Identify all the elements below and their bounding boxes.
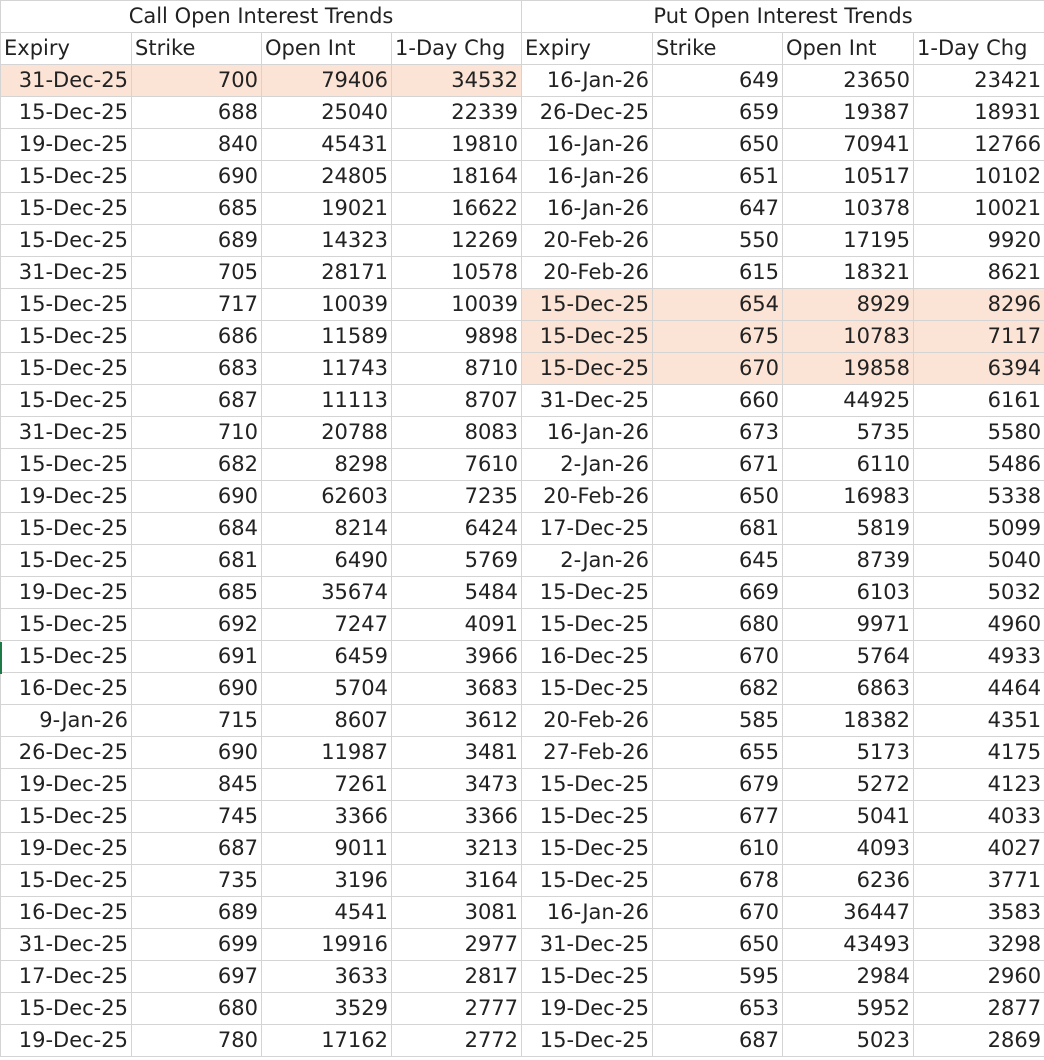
put-open-int-cell[interactable]: 5173: [783, 737, 914, 769]
put-strike-cell[interactable]: 654: [653, 289, 783, 321]
put-header-expiry[interactable]: Expiry: [522, 33, 653, 65]
put-expiry-cell[interactable]: 15-Dec-25: [522, 609, 653, 641]
call-1-day-chg-cell[interactable]: 7235: [392, 481, 522, 513]
call-expiry-cell[interactable]: 17-Dec-25: [1, 961, 132, 993]
call-expiry-cell[interactable]: 31-Dec-25: [1, 65, 132, 97]
call-strike-cell[interactable]: 717: [132, 289, 262, 321]
put-1-day-chg-cell[interactable]: 5338: [914, 481, 1044, 513]
put-1-day-chg-cell[interactable]: 4033: [914, 801, 1044, 833]
call-open-int-cell[interactable]: 4541: [262, 897, 392, 929]
call-open-int-cell[interactable]: 11987: [262, 737, 392, 769]
call-open-int-cell[interactable]: 14323: [262, 225, 392, 257]
put-strike-cell[interactable]: 670: [653, 353, 783, 385]
call-strike-cell[interactable]: 691: [132, 641, 262, 673]
table-row: [1, 65, 1044, 97]
call-1-day-chg-cell[interactable]: 3366: [392, 801, 522, 833]
call-expiry-cell[interactable]: 15-Dec-25: [1, 801, 132, 833]
call-open-int-cell[interactable]: 6459: [262, 641, 392, 673]
table-row: [1, 129, 1044, 161]
call-strike-cell[interactable]: 699: [132, 929, 262, 961]
put-1-day-chg-cell[interactable]: 5032: [914, 577, 1044, 609]
put-open-int-cell[interactable]: 9971: [783, 609, 914, 641]
call-open-int-cell[interactable]: 19916: [262, 929, 392, 961]
put-strike-cell[interactable]: 681: [653, 513, 783, 545]
call-1-day-chg-cell[interactable]: 34532: [392, 65, 522, 97]
put-1-day-chg-cell[interactable]: 5099: [914, 513, 1044, 545]
put-1-day-chg-cell[interactable]: 3298: [914, 929, 1044, 961]
call-header-1-day-chg[interactable]: 1-Day Chg: [392, 33, 522, 65]
call-strike-cell[interactable]: 685: [132, 577, 262, 609]
put-open-int-cell[interactable]: 6863: [783, 673, 914, 705]
put-strike-cell[interactable]: 679: [653, 769, 783, 801]
put-1-day-chg-cell[interactable]: 5040: [914, 545, 1044, 577]
call-strike-cell[interactable]: 684: [132, 513, 262, 545]
row-selection-marker: [0, 642, 2, 674]
call-strike-cell[interactable]: 690: [132, 673, 262, 705]
call-1-day-chg-cell[interactable]: 8083: [392, 417, 522, 449]
put-1-day-chg-cell[interactable]: 5486: [914, 449, 1044, 481]
put-strike-cell[interactable]: 650: [653, 481, 783, 513]
put-open-int-cell[interactable]: 10783: [783, 321, 914, 353]
call-open-int-cell[interactable]: 7261: [262, 769, 392, 801]
call-strike-cell[interactable]: 710: [132, 417, 262, 449]
call-1-day-chg-cell[interactable]: 16622: [392, 193, 522, 225]
put-open-int-cell[interactable]: 18321: [783, 257, 914, 289]
table-row: [1, 545, 1044, 577]
call-expiry-cell[interactable]: 15-Dec-25: [1, 513, 132, 545]
put-expiry-cell[interactable]: 15-Dec-25: [522, 289, 653, 321]
call-open-int-cell[interactable]: 35674: [262, 577, 392, 609]
call-1-day-chg-cell[interactable]: 3473: [392, 769, 522, 801]
call-1-day-chg-cell[interactable]: 3164: [392, 865, 522, 897]
call-open-int-cell[interactable]: 8298: [262, 449, 392, 481]
call-open-int-cell[interactable]: 11589: [262, 321, 392, 353]
put-open-int-cell[interactable]: 5272: [783, 769, 914, 801]
put-strike-cell[interactable]: 671: [653, 449, 783, 481]
put-1-day-chg-cell[interactable]: 2960: [914, 961, 1044, 993]
call-header-expiry[interactable]: Expiry: [1, 33, 132, 65]
table-row: [1, 257, 1044, 289]
call-strike-cell[interactable]: 688: [132, 97, 262, 129]
put-strike-cell[interactable]: 650: [653, 929, 783, 961]
call-strike-cell[interactable]: 745: [132, 801, 262, 833]
call-strike-cell[interactable]: 689: [132, 225, 262, 257]
call-1-day-chg-cell[interactable]: 10039: [392, 289, 522, 321]
call-expiry-cell[interactable]: 26-Dec-25: [1, 737, 132, 769]
call-strike-cell[interactable]: 780: [132, 1025, 262, 1057]
put-open-int-cell[interactable]: 23650: [783, 65, 914, 97]
call-expiry-cell[interactable]: 16-Dec-25: [1, 673, 132, 705]
put-1-day-chg-cell[interactable]: 8296: [914, 289, 1044, 321]
put-expiry-cell[interactable]: 19-Dec-25: [522, 993, 653, 1025]
put-title-cell[interactable]: Put Open Interest Trends: [522, 1, 1044, 33]
call-expiry-cell[interactable]: 9-Jan-26: [1, 705, 132, 737]
put-open-int-cell[interactable]: 5023: [783, 1025, 914, 1057]
put-1-day-chg-cell[interactable]: 3583: [914, 897, 1044, 929]
table-row: [1, 737, 1044, 769]
table-row: [1, 289, 1044, 321]
put-strike-cell[interactable]: 670: [653, 641, 783, 673]
put-expiry-cell[interactable]: 2-Jan-26: [522, 449, 653, 481]
put-open-int-cell[interactable]: 16983: [783, 481, 914, 513]
call-expiry-cell[interactable]: 31-Dec-25: [1, 257, 132, 289]
table-row: [1, 609, 1044, 641]
put-open-int-cell[interactable]: 5819: [783, 513, 914, 545]
call-strike-cell[interactable]: 692: [132, 609, 262, 641]
call-strike-cell[interactable]: 681: [132, 545, 262, 577]
call-expiry-cell[interactable]: 15-Dec-25: [1, 545, 132, 577]
put-1-day-chg-cell[interactable]: 6161: [914, 385, 1044, 417]
put-1-day-chg-cell[interactable]: 4027: [914, 833, 1044, 865]
call-1-day-chg-cell[interactable]: 3481: [392, 737, 522, 769]
call-expiry-cell[interactable]: 15-Dec-25: [1, 97, 132, 129]
put-expiry-cell[interactable]: 15-Dec-25: [522, 321, 653, 353]
put-open-int-cell[interactable]: 43493: [783, 929, 914, 961]
call-open-int-cell[interactable]: 17162: [262, 1025, 392, 1057]
put-1-day-chg-cell[interactable]: 2877: [914, 993, 1044, 1025]
call-1-day-chg-cell[interactable]: 19810: [392, 129, 522, 161]
call-open-int-cell[interactable]: 3196: [262, 865, 392, 897]
put-strike-cell[interactable]: 650: [653, 129, 783, 161]
put-1-day-chg-cell[interactable]: 4123: [914, 769, 1044, 801]
call-1-day-chg-cell[interactable]: 4091: [392, 609, 522, 641]
call-open-int-cell[interactable]: 10039: [262, 289, 392, 321]
table-row: [1, 673, 1044, 705]
call-expiry-cell[interactable]: 19-Dec-25: [1, 1025, 132, 1057]
put-open-int-cell[interactable]: 36447: [783, 897, 914, 929]
put-open-int-cell[interactable]: 2984: [783, 961, 914, 993]
put-1-day-chg-cell[interactable]: 4464: [914, 673, 1044, 705]
call-open-int-cell[interactable]: 8214: [262, 513, 392, 545]
put-expiry-cell[interactable]: 16-Dec-25: [522, 641, 653, 673]
call-expiry-cell[interactable]: 15-Dec-25: [1, 321, 132, 353]
table-row: [1, 385, 1044, 417]
put-strike-cell[interactable]: 660: [653, 385, 783, 417]
put-strike-cell[interactable]: 651: [653, 161, 783, 193]
put-expiry-cell[interactable]: 20-Feb-26: [522, 705, 653, 737]
call-expiry-cell[interactable]: 15-Dec-25: [1, 449, 132, 481]
call-open-int-cell[interactable]: 3529: [262, 993, 392, 1025]
put-expiry-cell[interactable]: 16-Jan-26: [522, 897, 653, 929]
put-expiry-cell[interactable]: 31-Dec-25: [522, 929, 653, 961]
put-expiry-cell[interactable]: 20-Feb-26: [522, 225, 653, 257]
put-expiry-cell[interactable]: 15-Dec-25: [522, 1025, 653, 1057]
put-expiry-cell[interactable]: 17-Dec-25: [522, 513, 653, 545]
put-1-day-chg-cell[interactable]: 5580: [914, 417, 1044, 449]
put-strike-cell[interactable]: 550: [653, 225, 783, 257]
title-row: [1, 1, 1044, 33]
put-1-day-chg-cell[interactable]: 6394: [914, 353, 1044, 385]
call-open-int-cell[interactable]: 7247: [262, 609, 392, 641]
put-open-int-cell[interactable]: 19387: [783, 97, 914, 129]
call-strike-cell[interactable]: 685: [132, 193, 262, 225]
call-open-int-cell[interactable]: 24805: [262, 161, 392, 193]
put-header-open-int[interactable]: Open Int: [783, 33, 914, 65]
put-strike-cell[interactable]: 649: [653, 65, 783, 97]
call-strike-cell[interactable]: 690: [132, 481, 262, 513]
put-open-int-cell[interactable]: 5952: [783, 993, 914, 1025]
put-strike-cell[interactable]: 615: [653, 257, 783, 289]
put-strike-cell[interactable]: 610: [653, 833, 783, 865]
call-strike-cell[interactable]: 690: [132, 161, 262, 193]
call-1-day-chg-cell[interactable]: 8710: [392, 353, 522, 385]
call-1-day-chg-cell[interactable]: 7610: [392, 449, 522, 481]
put-strike-cell[interactable]: 675: [653, 321, 783, 353]
put-expiry-cell[interactable]: 26-Dec-25: [522, 97, 653, 129]
put-expiry-cell[interactable]: 20-Feb-26: [522, 481, 653, 513]
call-strike-cell[interactable]: 687: [132, 385, 262, 417]
call-expiry-cell[interactable]: 19-Dec-25: [1, 577, 132, 609]
put-open-int-cell[interactable]: 6103: [783, 577, 914, 609]
put-1-day-chg-cell[interactable]: 3771: [914, 865, 1044, 897]
call-expiry-cell[interactable]: 15-Dec-25: [1, 385, 132, 417]
table-row: [1, 225, 1044, 257]
put-expiry-cell[interactable]: 16-Jan-26: [522, 129, 653, 161]
put-open-int-cell[interactable]: 5764: [783, 641, 914, 673]
call-open-int-cell[interactable]: 19021: [262, 193, 392, 225]
call-expiry-cell[interactable]: 19-Dec-25: [1, 769, 132, 801]
call-strike-cell[interactable]: 689: [132, 897, 262, 929]
call-1-day-chg-cell[interactable]: 3612: [392, 705, 522, 737]
put-expiry-cell[interactable]: 15-Dec-25: [522, 961, 653, 993]
put-expiry-cell[interactable]: 15-Dec-25: [522, 353, 653, 385]
table-row: [1, 801, 1044, 833]
call-strike-cell[interactable]: 682: [132, 449, 262, 481]
call-strike-cell[interactable]: 690: [132, 737, 262, 769]
call-header-strike[interactable]: Strike: [132, 33, 262, 65]
call-expiry-cell[interactable]: 31-Dec-25: [1, 417, 132, 449]
call-strike-cell[interactable]: 845: [132, 769, 262, 801]
call-1-day-chg-cell[interactable]: 3966: [392, 641, 522, 673]
put-open-int-cell[interactable]: 70941: [783, 129, 914, 161]
call-1-day-chg-cell[interactable]: 2977: [392, 929, 522, 961]
call-open-int-cell[interactable]: 20788: [262, 417, 392, 449]
put-strike-cell[interactable]: 655: [653, 737, 783, 769]
call-1-day-chg-cell[interactable]: 6424: [392, 513, 522, 545]
table-row: [1, 353, 1044, 385]
call-open-int-cell[interactable]: 79406: [262, 65, 392, 97]
table-row: [1, 321, 1044, 353]
table-row: [1, 577, 1044, 609]
call-open-int-cell[interactable]: 45431: [262, 129, 392, 161]
put-open-int-cell[interactable]: 10517: [783, 161, 914, 193]
table-row: [1, 513, 1044, 545]
put-expiry-cell[interactable]: 20-Feb-26: [522, 257, 653, 289]
put-strike-cell[interactable]: 670: [653, 897, 783, 929]
call-1-day-chg-cell[interactable]: 2777: [392, 993, 522, 1025]
put-open-int-cell[interactable]: 44925: [783, 385, 914, 417]
put-expiry-cell[interactable]: 27-Feb-26: [522, 737, 653, 769]
put-1-day-chg-cell[interactable]: 4960: [914, 609, 1044, 641]
put-1-day-chg-cell[interactable]: 10021: [914, 193, 1044, 225]
put-open-int-cell[interactable]: 18382: [783, 705, 914, 737]
call-open-int-cell[interactable]: 3366: [262, 801, 392, 833]
put-1-day-chg-cell[interactable]: 4175: [914, 737, 1044, 769]
put-strike-cell[interactable]: 687: [653, 1025, 783, 1057]
call-strike-cell[interactable]: 683: [132, 353, 262, 385]
put-open-int-cell[interactable]: 8929: [783, 289, 914, 321]
put-expiry-cell[interactable]: 15-Dec-25: [522, 801, 653, 833]
put-1-day-chg-cell[interactable]: 23421: [914, 65, 1044, 97]
table-row: [1, 1025, 1044, 1057]
call-1-day-chg-cell[interactable]: 5769: [392, 545, 522, 577]
call-expiry-cell[interactable]: 15-Dec-25: [1, 865, 132, 897]
call-1-day-chg-cell[interactable]: 10578: [392, 257, 522, 289]
put-expiry-cell[interactable]: 15-Dec-25: [522, 673, 653, 705]
put-1-day-chg-cell[interactable]: 18931: [914, 97, 1044, 129]
call-open-int-cell[interactable]: 62603: [262, 481, 392, 513]
call-expiry-cell[interactable]: 31-Dec-25: [1, 929, 132, 961]
put-strike-cell[interactable]: 680: [653, 609, 783, 641]
table-row: [1, 897, 1044, 929]
call-open-int-cell[interactable]: 9011: [262, 833, 392, 865]
put-1-day-chg-cell[interactable]: 12766: [914, 129, 1044, 161]
call-strike-cell[interactable]: 840: [132, 129, 262, 161]
put-header-strike[interactable]: Strike: [653, 33, 783, 65]
put-expiry-cell[interactable]: 15-Dec-25: [522, 865, 653, 897]
table-row: [1, 961, 1044, 993]
call-open-int-cell[interactable]: 5704: [262, 673, 392, 705]
call-1-day-chg-cell[interactable]: 5484: [392, 577, 522, 609]
table-row: [1, 993, 1044, 1025]
call-expiry-cell[interactable]: 15-Dec-25: [1, 609, 132, 641]
data-rows: [1, 65, 1044, 1057]
call-title-cell[interactable]: Call Open Interest Trends: [1, 1, 522, 33]
header-row: [1, 33, 1044, 65]
call-strike-cell[interactable]: 686: [132, 321, 262, 353]
call-open-int-cell[interactable]: 3633: [262, 961, 392, 993]
call-strike-cell[interactable]: 700: [132, 65, 262, 97]
put-open-int-cell[interactable]: 6236: [783, 865, 914, 897]
call-strike-cell[interactable]: 687: [132, 833, 262, 865]
call-open-int-cell[interactable]: 28171: [262, 257, 392, 289]
put-expiry-cell[interactable]: 15-Dec-25: [522, 833, 653, 865]
call-open-int-cell[interactable]: 25040: [262, 97, 392, 129]
table-row: [1, 705, 1044, 737]
put-expiry-cell[interactable]: 15-Dec-25: [522, 577, 653, 609]
call-1-day-chg-cell[interactable]: 22339: [392, 97, 522, 129]
call-expiry-cell[interactable]: 15-Dec-25: [1, 353, 132, 385]
put-expiry-cell[interactable]: 31-Dec-25: [522, 385, 653, 417]
table-row: [1, 97, 1044, 129]
call-open-int-cell[interactable]: 8607: [262, 705, 392, 737]
table-row: [1, 769, 1044, 801]
put-strike-cell[interactable]: 682: [653, 673, 783, 705]
put-expiry-cell[interactable]: 16-Jan-26: [522, 65, 653, 97]
put-1-day-chg-cell[interactable]: 2869: [914, 1025, 1044, 1057]
put-strike-cell[interactable]: 673: [653, 417, 783, 449]
put-strike-cell[interactable]: 678: [653, 865, 783, 897]
call-expiry-cell[interactable]: 19-Dec-25: [1, 833, 132, 865]
put-expiry-cell[interactable]: 2-Jan-26: [522, 545, 653, 577]
table-row: [1, 161, 1044, 193]
call-expiry-cell[interactable]: 15-Dec-25: [1, 289, 132, 321]
call-1-day-chg-cell[interactable]: 2817: [392, 961, 522, 993]
put-strike-cell[interactable]: 653: [653, 993, 783, 1025]
call-open-int-cell[interactable]: 11743: [262, 353, 392, 385]
put-strike-cell[interactable]: 677: [653, 801, 783, 833]
call-strike-cell[interactable]: 680: [132, 993, 262, 1025]
put-open-int-cell[interactable]: 8739: [783, 545, 914, 577]
put-1-day-chg-cell[interactable]: 4351: [914, 705, 1044, 737]
call-strike-cell[interactable]: 697: [132, 961, 262, 993]
call-expiry-cell[interactable]: 16-Dec-25: [1, 897, 132, 929]
table-row: [1, 193, 1044, 225]
put-strike-cell[interactable]: 659: [653, 97, 783, 129]
table-row: [1, 417, 1044, 449]
table-row: [1, 865, 1044, 897]
call-strike-cell[interactable]: 735: [132, 865, 262, 897]
put-expiry-cell[interactable]: 16-Jan-26: [522, 193, 653, 225]
put-open-int-cell[interactable]: 10378: [783, 193, 914, 225]
put-strike-cell[interactable]: 647: [653, 193, 783, 225]
table-row: [1, 833, 1044, 865]
call-expiry-cell[interactable]: 15-Dec-25: [1, 641, 132, 673]
call-1-day-chg-cell[interactable]: 3213: [392, 833, 522, 865]
table-row: [1, 449, 1044, 481]
call-header-open-int[interactable]: Open Int: [262, 33, 392, 65]
put-1-day-chg-cell[interactable]: 7117: [914, 321, 1044, 353]
put-open-int-cell[interactable]: 19858: [783, 353, 914, 385]
table-row: [1, 481, 1044, 513]
call-strike-cell[interactable]: 715: [132, 705, 262, 737]
call-1-day-chg-cell[interactable]: 12269: [392, 225, 522, 257]
call-1-day-chg-cell[interactable]: 2772: [392, 1025, 522, 1057]
call-open-int-cell[interactable]: 6490: [262, 545, 392, 577]
call-open-int-cell[interactable]: 11113: [262, 385, 392, 417]
call-1-day-chg-cell[interactable]: 9898: [392, 321, 522, 353]
call-strike-cell[interactable]: 705: [132, 257, 262, 289]
table-row: [1, 641, 1044, 673]
put-expiry-cell[interactable]: 16-Jan-26: [522, 161, 653, 193]
put-1-day-chg-cell[interactable]: 4933: [914, 641, 1044, 673]
put-1-day-chg-cell[interactable]: 8621: [914, 257, 1044, 289]
call-1-day-chg-cell[interactable]: 18164: [392, 161, 522, 193]
put-1-day-chg-cell[interactable]: 9920: [914, 225, 1044, 257]
put-open-int-cell[interactable]: 6110: [783, 449, 914, 481]
call-expiry-cell[interactable]: 15-Dec-25: [1, 161, 132, 193]
call-expiry-cell[interactable]: 15-Dec-25: [1, 993, 132, 1025]
call-1-day-chg-cell[interactable]: 3081: [392, 897, 522, 929]
call-expiry-cell[interactable]: 19-Dec-25: [1, 129, 132, 161]
put-strike-cell[interactable]: 669: [653, 577, 783, 609]
put-1-day-chg-cell[interactable]: 10102: [914, 161, 1044, 193]
put-strike-cell[interactable]: 595: [653, 961, 783, 993]
call-1-day-chg-cell[interactable]: 8707: [392, 385, 522, 417]
put-strike-cell[interactable]: 585: [653, 705, 783, 737]
put-open-int-cell[interactable]: 5041: [783, 801, 914, 833]
put-header-1-day-chg[interactable]: 1-Day Chg: [914, 33, 1044, 65]
put-open-int-cell[interactable]: 17195: [783, 225, 914, 257]
put-open-int-cell[interactable]: 5735: [783, 417, 914, 449]
put-strike-cell[interactable]: 645: [653, 545, 783, 577]
call-1-day-chg-cell[interactable]: 3683: [392, 673, 522, 705]
put-open-int-cell[interactable]: 4093: [783, 833, 914, 865]
table-row: [1, 929, 1044, 961]
call-expiry-cell[interactable]: 15-Dec-25: [1, 193, 132, 225]
put-expiry-cell[interactable]: 16-Jan-26: [522, 417, 653, 449]
call-expiry-cell[interactable]: 15-Dec-25: [1, 225, 132, 257]
call-expiry-cell[interactable]: 19-Dec-25: [1, 481, 132, 513]
put-expiry-cell[interactable]: 15-Dec-25: [522, 769, 653, 801]
